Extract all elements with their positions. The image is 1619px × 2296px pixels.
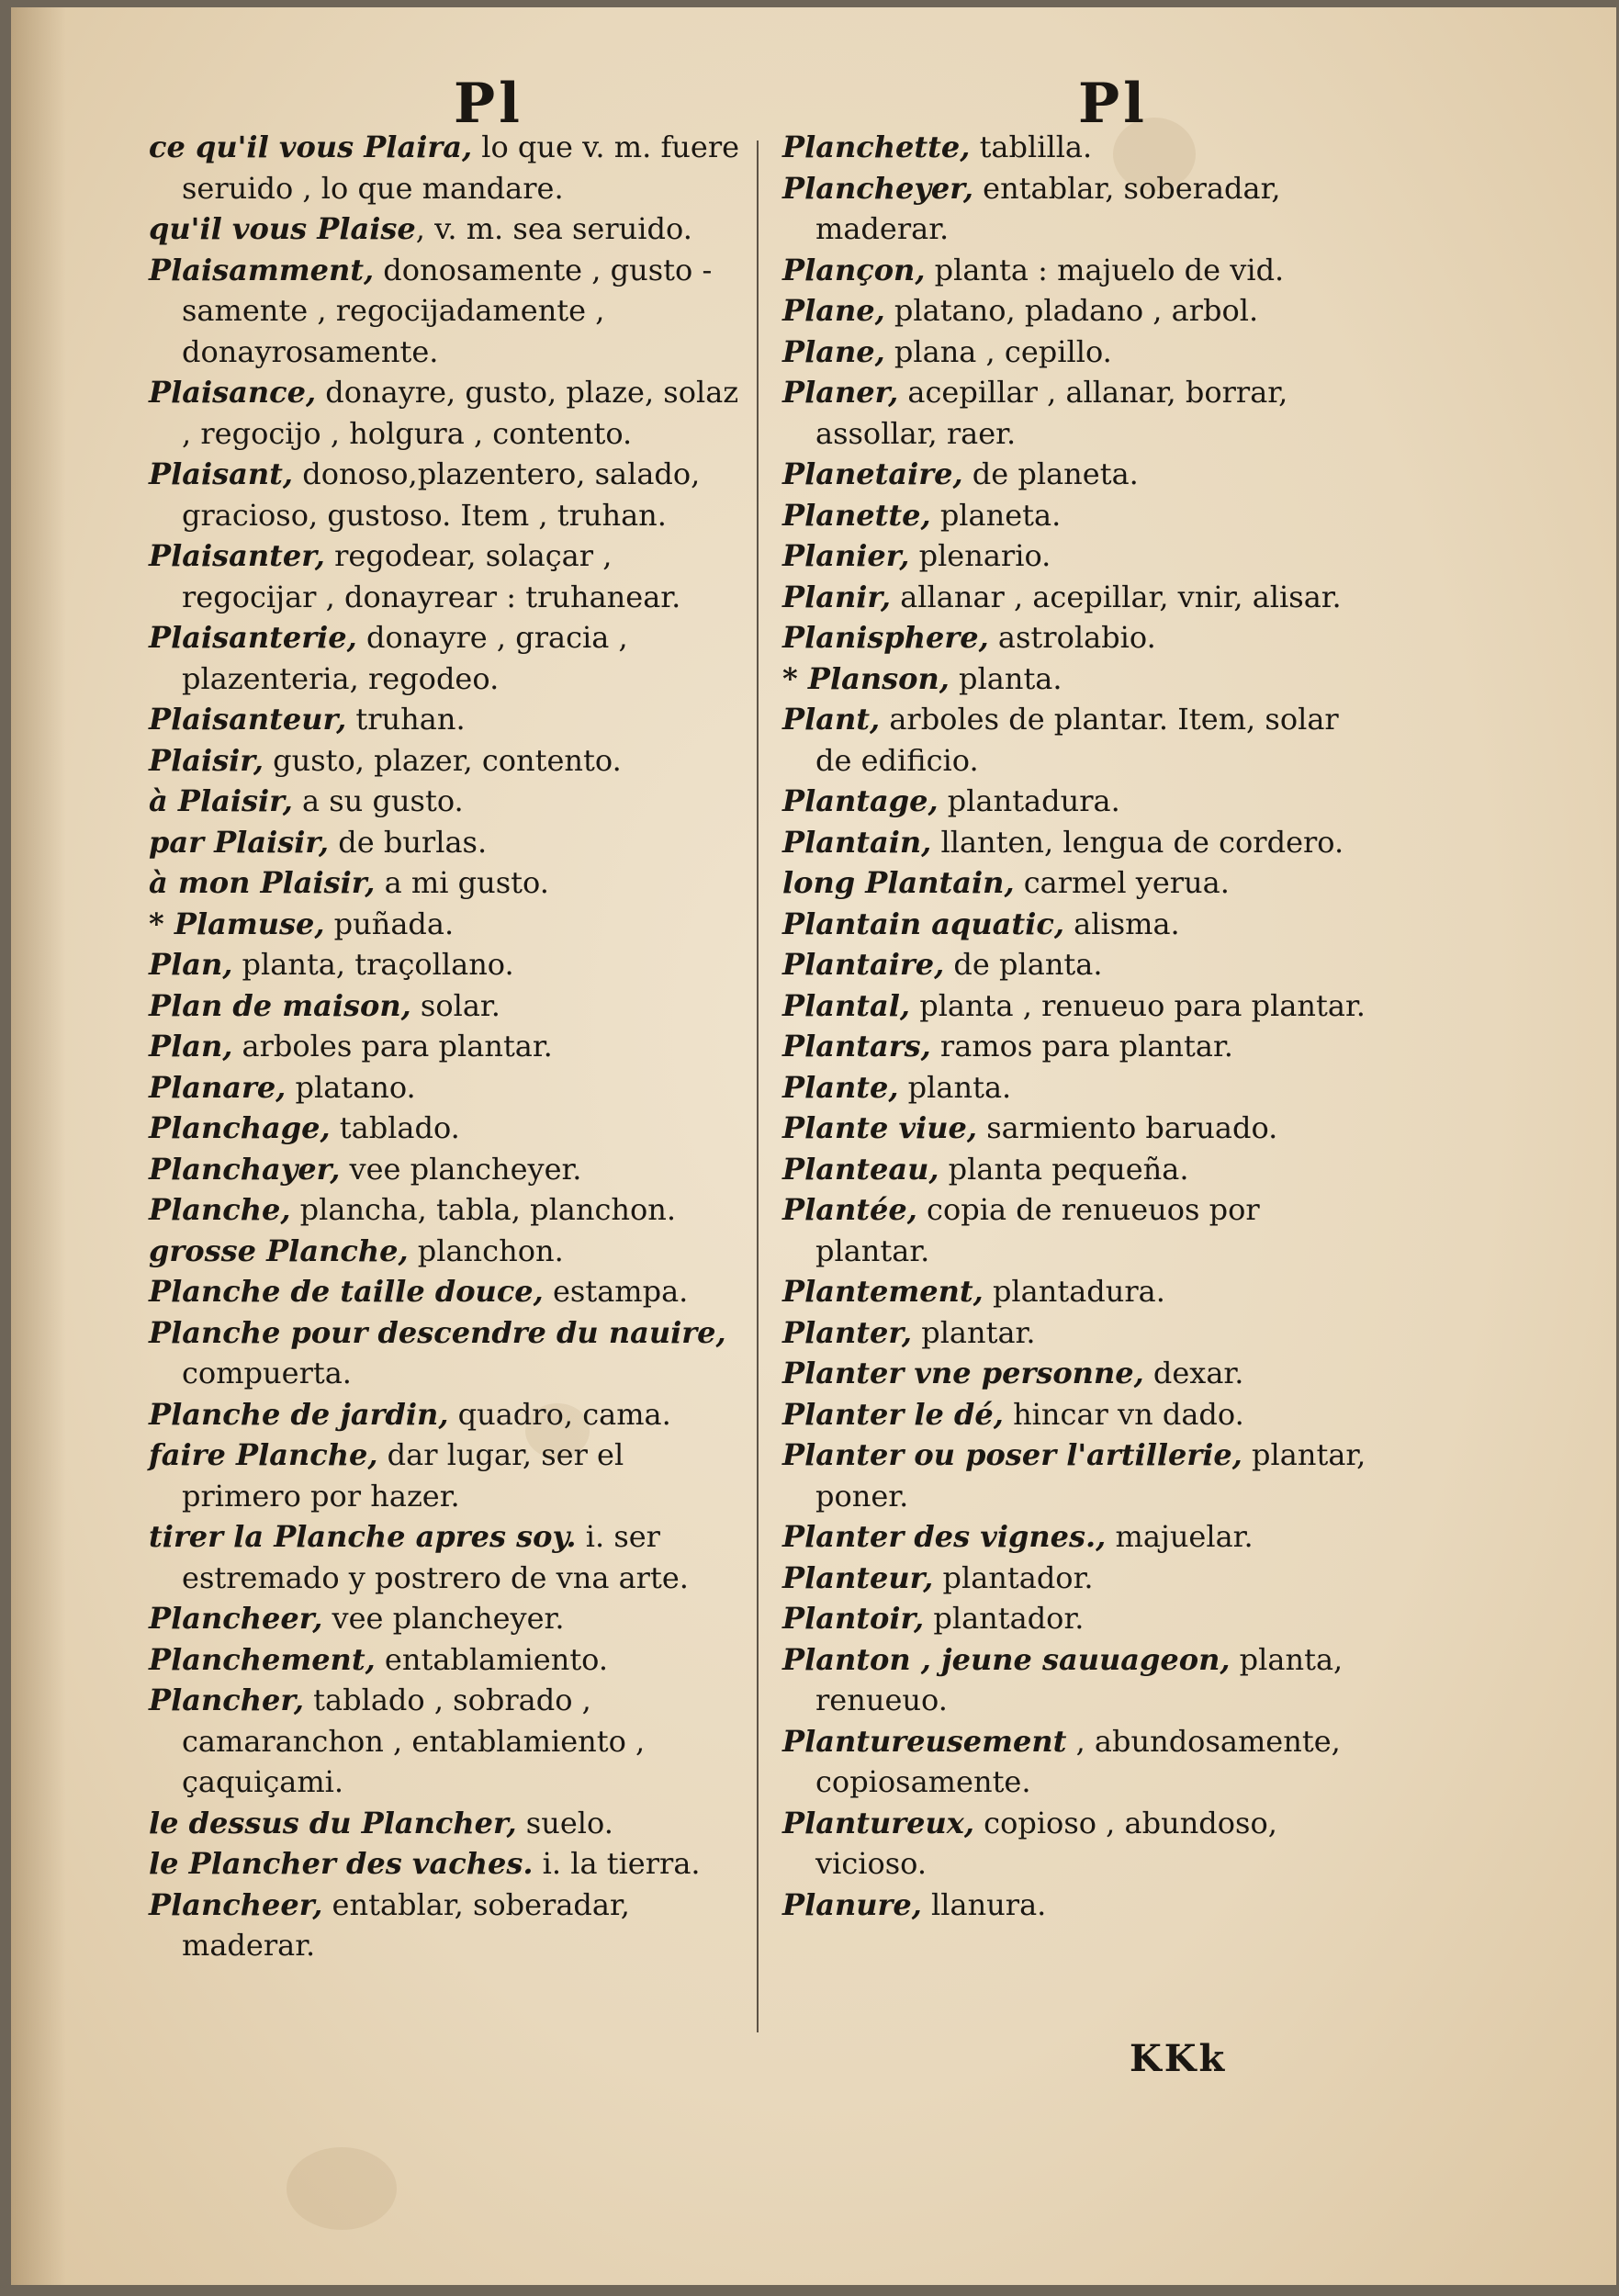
dictionary-entry [149, 617, 746, 699]
left-column [149, 127, 746, 1966]
entry-headword: Plane, [782, 333, 885, 369]
dictionary-entry [149, 1149, 746, 1190]
entry-definition: allanar , acepillar, vnir, alisar. [891, 579, 1342, 614]
entry-headword: Plaisanter, [149, 538, 325, 573]
entry-headword: Plan, [149, 947, 233, 982]
entry-headword: Plantain aquatic, [782, 906, 1064, 941]
entry-headword: Plantain, [782, 824, 932, 860]
dictionary-entry [149, 1231, 746, 1272]
entry-headword: grosse Planche, [149, 1232, 409, 1268]
entry-definition: planchon. [408, 1232, 564, 1268]
entry-definition: plantar. [912, 1314, 1036, 1350]
entry-headword: Planteur, [782, 1559, 934, 1595]
entry-definition: plana , cepillo. [884, 333, 1112, 369]
entry-definition: plantador. [933, 1559, 1094, 1595]
dictionary-entry [782, 290, 1379, 332]
entry-definition: astrolabio. [988, 620, 1156, 655]
entry-headword: Planetaire, [782, 456, 963, 491]
entry-headword: Plantureux, [782, 1805, 974, 1840]
entry-headword: Plaisir, [149, 742, 264, 778]
entry-definition: , v. m. sea seruido. [415, 211, 692, 246]
entry-definition: plantadura. [938, 783, 1120, 818]
entry-definition: vee plancheyer. [322, 1601, 565, 1636]
dictionary-entry [782, 1803, 1379, 1885]
entry-headword: Planette, [782, 497, 931, 533]
dictionary-entry [149, 454, 746, 535]
dictionary-entry [782, 332, 1379, 373]
dictionary-entry [149, 1271, 746, 1312]
entry-headword: Plan, [149, 1029, 233, 1064]
entry-definition: donosamente , gusto - samente , regocijadamente , donayrosamente. [182, 252, 713, 369]
dictionary-entry [782, 1026, 1379, 1067]
entry-definition: plantador. [924, 1601, 1085, 1636]
dictionary-entry [149, 822, 746, 863]
entry-definition: ramos para plantar. [930, 1029, 1233, 1064]
entry-headword: Planter, [782, 1314, 913, 1350]
dictionary-entry [149, 1803, 746, 1844]
dictionary-entry [149, 1516, 746, 1598]
entry-headword: Plaisanteur, [149, 702, 347, 737]
entry-headword: Plantement, [782, 1274, 984, 1309]
dictionary-entry [782, 1516, 1379, 1558]
entry-definition: truhan. [346, 702, 466, 737]
dictionary-entry [782, 495, 1379, 536]
entry-headword: Planchage, [149, 1110, 331, 1145]
entry-definition: planta, traçollano. [232, 947, 514, 982]
dictionary-page [11, 7, 1616, 2285]
dictionary-entry [782, 1558, 1379, 1599]
entry-definition: a mi gusto. [375, 865, 549, 900]
entry-definition: planta. [949, 660, 1062, 696]
dictionary-entry [149, 535, 746, 617]
entry-definition: vee plancheyer. [340, 1151, 582, 1187]
entry-definition: arboles de plantar. Item, solar de edificio. [815, 702, 1339, 778]
entry-definition: entablar, soberadar, maderar. [815, 170, 1281, 246]
entry-headword: Plaisanterie, [149, 620, 357, 655]
entry-headword: Plancher, [149, 1683, 304, 1717]
dictionary-entry [149, 1067, 746, 1109]
entry-definition: tablado , sobrado , camaranchon , entablamiento , çaquiçami. [182, 1683, 646, 1799]
dictionary-entry [782, 1721, 1379, 1803]
entry-definition: sarmiento baruado. [977, 1110, 1278, 1145]
entry-headword: Plante viue, [782, 1110, 978, 1145]
entry-definition: compuerta. [182, 1356, 352, 1390]
dictionary-entry [782, 699, 1379, 781]
dictionary-entry [149, 1108, 746, 1149]
entry-headword: Planche pour descendre du nauire, [149, 1314, 726, 1350]
dictionary-entry [782, 985, 1379, 1027]
dictionary-entry [782, 168, 1379, 250]
dictionary-entry [149, 127, 746, 208]
entry-headword: Planchayer, [149, 1151, 341, 1187]
entry-definition: gusto, plazer, contento. [263, 742, 622, 778]
entry-definition: planta. [898, 1069, 1012, 1105]
entry-definition: dar lugar, ser el primero por hazer. [182, 1437, 624, 1514]
entry-headword: Planer, [782, 375, 899, 410]
dictionary-entry [782, 1598, 1379, 1639]
dictionary-entry [149, 1312, 746, 1394]
dictionary-entry [149, 1598, 746, 1639]
entry-definition: entablamiento. [375, 1641, 609, 1677]
entry-definition: regodear, solaçar , regocijar , donayrear : truhanear. [182, 538, 681, 614]
dictionary-entry [149, 208, 746, 250]
entry-definition: lo que v. m. fuere seruido , lo que mandare. [182, 129, 740, 206]
entry-headword: Plante, [782, 1069, 899, 1105]
entry-headword: Planchette, [782, 129, 971, 164]
entry-headword: Planisphere, [782, 620, 989, 655]
entry-definition: copioso , abundoso, vicioso. [815, 1805, 1277, 1881]
entry-definition: planta pequeña. [939, 1151, 1189, 1187]
entry-definition: hincar vn dado. [1003, 1396, 1244, 1432]
entry-headword: Planter le dé, [782, 1396, 1004, 1432]
page-edge-shadow [11, 7, 66, 2285]
dictionary-entry [149, 740, 746, 782]
entry-headword: à Plaisir, [149, 783, 293, 818]
entry-headword: Planter ou poser l'artillerie, [782, 1437, 1242, 1472]
entry-headword: Plancheer, [149, 1601, 323, 1636]
entry-headword: Plan de maison, [149, 987, 411, 1023]
entry-headword: ce qu'il vous Plaira, [149, 129, 473, 164]
entry-headword: Plancheer, [149, 1886, 323, 1922]
entry-definition: de burlas. [329, 824, 488, 860]
entry-definition: llanura. [921, 1886, 1047, 1922]
entry-definition: donoso,plazentero, salado, gracioso, gustoso. Item , truhan. [182, 456, 701, 533]
entry-definition: majuelar. [1106, 1519, 1254, 1554]
dictionary-entry [149, 862, 746, 904]
entry-definition: planta : majuelo de vid. [925, 252, 1285, 287]
entry-definition: copia de renueuos por plantar. [815, 1192, 1260, 1268]
dictionary-entry [782, 1885, 1379, 1926]
entry-headword: Planier, [782, 538, 910, 573]
entry-definition: llanten, lengua de cordero. [931, 824, 1344, 860]
entry-definition: estampa. [543, 1274, 689, 1309]
entry-definition: plancha, tabla, planchon. [290, 1192, 677, 1227]
dictionary-entry [782, 250, 1379, 291]
entry-headword: le Plancher des vaches. [149, 1846, 534, 1881]
entry-headword: Plantal, [782, 987, 911, 1023]
entry-definition: a su gusto. [292, 783, 464, 818]
entry-definition: , abundosamente, copiosamente. [815, 1723, 1341, 1799]
entry-headword: Planir, [782, 579, 892, 614]
entry-headword: Plantars, [782, 1029, 931, 1064]
entry-definition: donayre, gusto, plaze, solaz , regocijo , holgura , contento. [182, 375, 739, 451]
entry-headword: Planteau, [782, 1151, 939, 1187]
dictionary-entry [149, 1026, 746, 1067]
dictionary-entry [782, 781, 1379, 822]
dictionary-entry [782, 1394, 1379, 1435]
dictionary-entry [149, 781, 746, 822]
entry-definition: carmel yerua. [1014, 865, 1230, 900]
entry-headword: Planton , jeune sauuageon, [782, 1641, 1231, 1677]
dictionary-entry [782, 862, 1379, 904]
entry-definition: suelo. [516, 1805, 613, 1840]
entry-definition: planeta. [930, 497, 1062, 533]
dictionary-entry [782, 372, 1379, 454]
dictionary-entry [149, 250, 746, 373]
dictionary-entry [149, 372, 746, 454]
entry-definition: alisma. [1063, 906, 1180, 941]
dictionary-entry [782, 454, 1379, 495]
entry-definition: puñada. [324, 906, 455, 941]
entry-definition: solar. [410, 987, 500, 1023]
entry-headword: faire Planche, [149, 1437, 378, 1472]
entry-definition: acepillar , allanar, borrar, assollar, raer. [815, 375, 1288, 451]
running-header-left: Pl [454, 72, 523, 136]
entry-headword: à mon Plaisir, [149, 865, 376, 900]
entry-headword: Planter des vignes., [782, 1519, 1107, 1554]
dictionary-entry [149, 985, 746, 1027]
dictionary-entry [782, 577, 1379, 618]
entry-headword: Planchement, [149, 1641, 376, 1677]
dictionary-entry [782, 1639, 1379, 1721]
entry-definition: planta, renueuo. [815, 1641, 1344, 1717]
dictionary-entry [782, 658, 1379, 700]
dictionary-entry [782, 904, 1379, 945]
entry-headword: Plaisance, [149, 375, 317, 410]
entry-definition: tablilla. [970, 129, 1093, 164]
entry-headword: * Plamuse, [149, 906, 325, 941]
entry-headword: Plantaire, [782, 947, 945, 982]
entry-headword: Planche de taille douce, [149, 1274, 544, 1309]
entry-definition: plantadura. [983, 1274, 1165, 1309]
entry-headword: Plancheyer, [782, 170, 973, 206]
dictionary-entry [782, 1353, 1379, 1394]
dictionary-entry [782, 822, 1379, 863]
dictionary-entry [149, 1680, 746, 1803]
entry-headword: Planche, [149, 1192, 291, 1227]
entry-definition: donayre , gracia , plazenteria, regodeo. [182, 620, 628, 696]
entry-definition: planta , renueuo para plantar. [910, 987, 1366, 1023]
dictionary-entry [149, 944, 746, 985]
dictionary-entry [782, 1435, 1379, 1516]
entry-definition: i. ser estremado y postrero de vna arte. [182, 1519, 689, 1595]
dictionary-entry [149, 904, 746, 945]
dictionary-entry [149, 1394, 746, 1435]
dictionary-entry [149, 699, 746, 740]
paper-stain [287, 2147, 397, 2230]
entry-headword: Plantée, [782, 1192, 917, 1227]
entry-headword: Plaisamment, [149, 252, 375, 287]
dictionary-entry [149, 1843, 746, 1885]
entry-headword: * Planson, [782, 660, 950, 696]
entry-definition: plantar, poner. [815, 1437, 1366, 1514]
entry-headword: Planare, [149, 1069, 287, 1105]
dictionary-entry [782, 1067, 1379, 1109]
entry-headword: Plant, [782, 702, 881, 737]
entry-headword: Plane, [782, 293, 885, 328]
entry-definition: arboles para plantar. [232, 1029, 553, 1064]
entry-definition: de planta. [944, 947, 1103, 982]
entry-definition: i. la tierra. [533, 1846, 701, 1881]
entry-definition: tablado. [330, 1110, 460, 1145]
entry-headword: tirer la Planche apres soy. [149, 1519, 577, 1554]
dictionary-entry [782, 127, 1379, 168]
entry-definition: de planeta. [962, 456, 1139, 491]
dictionary-entry [149, 1885, 746, 1966]
dictionary-entry [149, 1189, 746, 1231]
entry-definition: dexar. [1143, 1356, 1244, 1390]
entry-headword: Plançon, [782, 252, 926, 287]
dictionary-entry [782, 944, 1379, 985]
entry-definition: plenario. [909, 538, 1051, 573]
entry-definition: platano. [286, 1069, 416, 1105]
dictionary-entry [782, 1108, 1379, 1149]
entry-headword: par Plaisir, [149, 824, 330, 860]
dictionary-entry [782, 617, 1379, 658]
running-header-right: Pl [1078, 72, 1148, 136]
dictionary-entry [782, 1189, 1379, 1271]
dictionary-entry [782, 1312, 1379, 1354]
dictionary-entry [149, 1639, 746, 1681]
entry-headword: Plantureusement [782, 1723, 1067, 1759]
right-column [782, 127, 1379, 1925]
entry-headword: Planure, [782, 1886, 922, 1922]
dictionary-entry [149, 1435, 746, 1516]
entry-headword: Plantoir, [782, 1601, 925, 1636]
entry-headword: Plaisant, [149, 456, 294, 491]
dictionary-entry [782, 1271, 1379, 1312]
signature-mark: KKk [1130, 2037, 1228, 2080]
entry-definition: quadro, cama. [448, 1396, 671, 1432]
dictionary-entry [782, 1149, 1379, 1190]
entry-headword: Plantage, [782, 783, 939, 818]
dictionary-entry [782, 535, 1379, 577]
entry-definition: entablar, soberadar, maderar. [182, 1886, 630, 1963]
entry-headword: le dessus du Plancher, [149, 1805, 517, 1840]
column-divider [757, 141, 759, 2032]
entry-headword: Planche de jardin, [149, 1396, 449, 1432]
entry-headword: Planter vne personne, [782, 1356, 1144, 1390]
entry-headword: long Plantain, [782, 865, 1015, 900]
entry-headword: qu'il vous Plaise [149, 211, 416, 246]
entry-definition: platano, pladano , arbol. [884, 293, 1259, 328]
